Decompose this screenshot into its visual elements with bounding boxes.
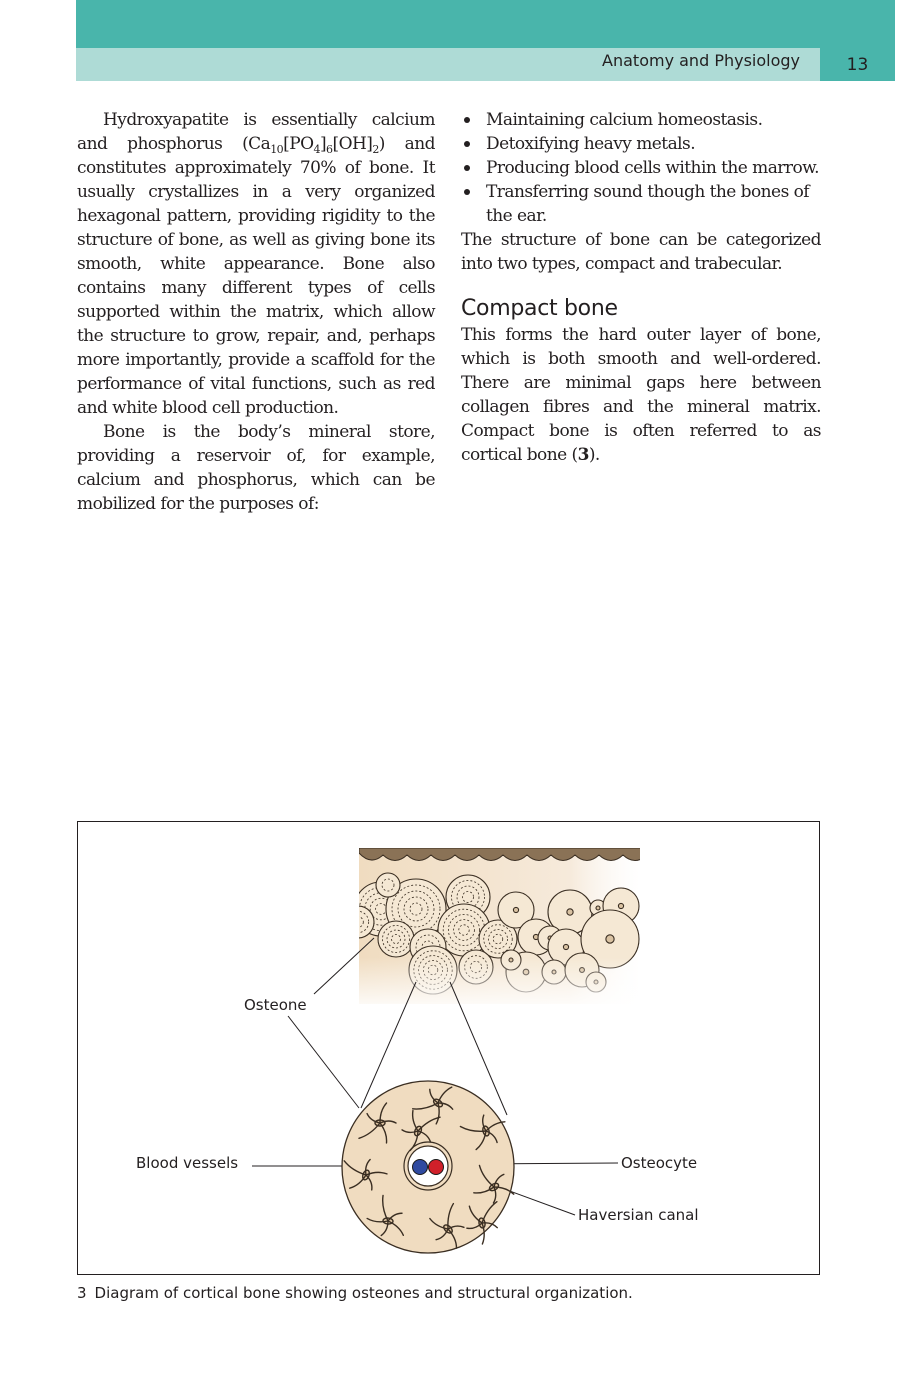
figure-frame [77, 821, 820, 1275]
label-osteone: Osteone [244, 996, 307, 1014]
text-run: ). [588, 445, 600, 465]
right-column [461, 108, 821, 467]
text-run: ) and constitutes approximately 70% of bone. It usually crystallizes in a very organized hexagonal pattern, providing rigidity to the structure of bone, as well as giving bone its smooth, white appearance. Bone also contains many different types of cells supported within the matrix, which allow the structure to grow, repair, and, perhaps more importantly, provide a scaffold for the performance of vital functions, such as red and white blood cell production. [77, 134, 435, 418]
cortical-bone-diagram [78, 822, 819, 1274]
osteone-magnified [342, 1081, 514, 1253]
running-head-title: Anatomy and Physiology [602, 51, 800, 70]
paragraph-compact-bone [461, 323, 821, 467]
label-haversian-canal: Haversian canal [578, 1206, 699, 1224]
label-osteocyte: Osteocyte [621, 1154, 698, 1172]
label-blood-vessels: Blood vessels [136, 1154, 239, 1172]
text-run: Hydroxyapatite is essentially calcium and phosphorus (Ca [77, 110, 435, 154]
subscript: 2 [372, 143, 379, 156]
subscript: 6 [326, 143, 333, 156]
bone-block [342, 848, 647, 1004]
caption-text: Diagram of cortical bone showing osteones and structural organization. [94, 1284, 633, 1302]
figure-caption [77, 1282, 633, 1304]
subscript: 4 [313, 143, 320, 156]
list-item: Maintaining calcium homeostasis. [461, 108, 821, 132]
left-column [77, 108, 435, 516]
paragraph-mineral-store: Bone is the body’s mineral store, providing a reservoir of, for example, calcium and phosphorus, which can be mobilized for the purposes of: [77, 422, 435, 514]
bone-functions-list [461, 108, 821, 228]
caption-number: 3 [77, 1284, 87, 1302]
page-number: 13 [820, 48, 895, 81]
text-run: [PO [283, 134, 314, 154]
text-run: This forms the hard outer layer of bone, which is both smooth and well-ordered. There are minimal gaps here between collagen fibres and the mineral matrix. Compact bone is often referred to as cortical bone ( [461, 325, 821, 465]
text-run: ] [319, 134, 327, 154]
figure-reference[interactable]: 3 [577, 445, 589, 465]
header-top-band [76, 0, 895, 48]
list-item: Producing blood cells within the marrow. [461, 156, 821, 180]
list-item: Detoxifying heavy metals. [461, 132, 821, 156]
subscript: 10 [270, 143, 284, 156]
paragraph-bone-types: The structure of bone can be categorized into two types, compact and trabecular. [461, 230, 821, 274]
list-item: Transferring sound though the bones of the ear. [461, 180, 821, 228]
section-heading-compact-bone: Compact bone [461, 296, 618, 321]
paragraph-hydroxyapatite [77, 108, 435, 420]
blood-vessel-vein [413, 1160, 428, 1175]
text-run: [OH] [332, 134, 373, 154]
blood-vessel-artery [429, 1160, 444, 1175]
